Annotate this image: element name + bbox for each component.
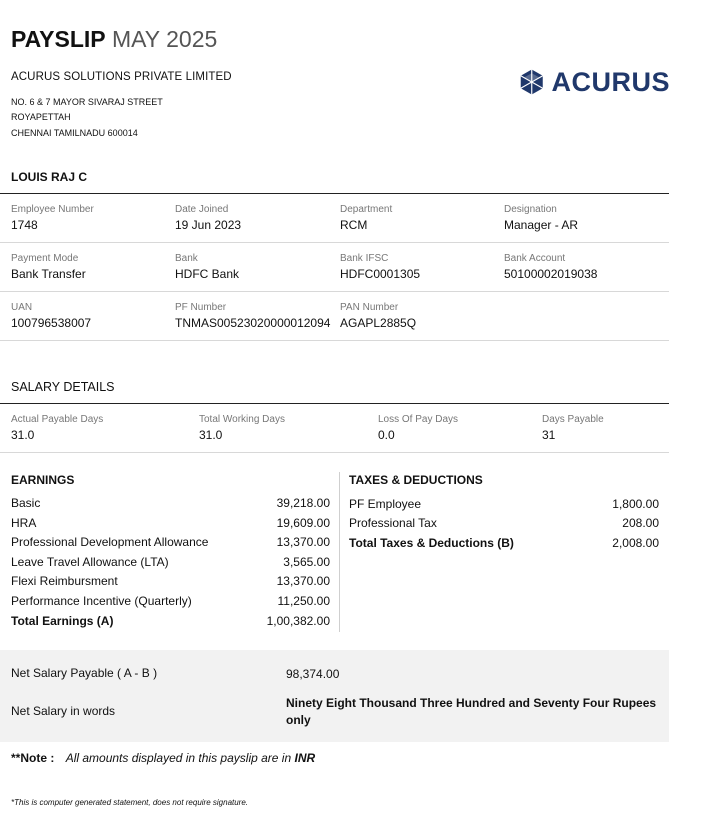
total-deductions-label: Total Taxes & Deductions (B)	[349, 536, 514, 550]
title-month: MAY 2025	[112, 26, 218, 52]
value-uan: 100796538007	[11, 316, 92, 330]
label-pan-number: PAN Number	[340, 302, 399, 313]
note-text: All amounts displayed in this payslip are in	[65, 751, 292, 765]
divider-salary-fields	[0, 452, 669, 453]
label-bank: Bank	[175, 253, 198, 264]
label-department: Department	[340, 204, 393, 215]
label-total-working-days: Total Working Days	[199, 414, 285, 425]
label-date-joined: Date Joined	[175, 204, 229, 215]
earning-amount: 39,218.00	[276, 496, 330, 510]
value-actual-payable-days: 31.0	[11, 428, 35, 442]
earning-name: HRA	[11, 516, 37, 530]
value-employee-number: 1748	[11, 218, 38, 232]
note-label: **Note :	[11, 751, 55, 765]
label-days-payable: Days Payable	[542, 414, 604, 425]
label-employee-number: Employee Number	[11, 204, 94, 215]
label-designation: Designation	[504, 204, 557, 215]
label-actual-payable-days: Actual Payable Days	[11, 414, 104, 425]
deduction-name: Professional Tax	[349, 516, 437, 530]
value-bank-ifsc: HDFC0001305	[340, 267, 421, 281]
label-loss-of-pay-days: Loss Of Pay Days	[378, 414, 459, 425]
earning-amount: 13,370.00	[276, 535, 330, 549]
earning-name: Performance Incentive (Quarterly)	[11, 594, 192, 608]
total-deductions-amount: 2,008.00	[612, 536, 659, 550]
earning-amount: 19,609.00	[276, 516, 330, 530]
label-pf-number: PF Number	[175, 302, 227, 313]
value-total-working-days: 31.0	[199, 428, 223, 442]
earning-amount: 13,370.00	[276, 574, 330, 588]
value-bank: HDFC Bank	[175, 267, 240, 281]
label-payment-mode: Payment Mode	[11, 253, 79, 264]
deduction-amount: 1,800.00	[612, 497, 659, 511]
earnings-title: EARNINGS	[11, 473, 75, 487]
divider-row-2	[0, 291, 669, 292]
page-title	[11, 26, 217, 53]
address-line-1: NO. 6 & 7 MAYOR SIVARAJ STREET	[11, 97, 163, 107]
company-logo	[520, 62, 670, 102]
salary-details-title: SALARY DETAILS	[11, 380, 115, 394]
net-payable-label: Net Salary Payable ( A - B )	[11, 666, 158, 680]
net-words-value: Ninety Eight Thousand Three Hundred and Seventy Four Rupees only	[286, 696, 657, 727]
earning-name: Flexi Reimbursment	[11, 574, 118, 588]
value-payment-mode: Bank Transfer	[11, 267, 86, 281]
logo-text: ACURUS	[551, 66, 670, 97]
label-bank-ifsc: Bank IFSC	[340, 253, 389, 264]
title-payslip: PAYSLIP	[11, 26, 106, 52]
acurus-cube-icon	[520, 64, 543, 100]
earning-name: Leave Travel Allowance (LTA)	[11, 555, 169, 569]
deduction-amount: 208.00	[622, 516, 659, 530]
label-bank-account: Bank Account	[504, 253, 566, 264]
divider-row-3	[0, 340, 669, 341]
value-date-joined: 19 Jun 2023	[175, 218, 242, 232]
employee-name: LOUIS RAJ C	[11, 170, 88, 184]
value-pf-number: TNMAS00523020000012094	[175, 316, 331, 330]
total-earnings-amount: 1,00,382.00	[266, 614, 330, 628]
divider-employee	[0, 193, 669, 194]
net-words-label: Net Salary in words	[11, 704, 116, 718]
address-line-2: ROYAPETTAH	[11, 112, 71, 122]
value-department: RCM	[340, 218, 368, 232]
label-uan: UAN	[11, 302, 33, 313]
company-name: ACURUS SOLUTIONS PRIVATE LIMITED	[11, 71, 232, 83]
column-separator	[339, 472, 340, 632]
divider-salary	[0, 403, 669, 404]
earning-amount: 11,250.00	[277, 594, 330, 608]
note-currency: INR	[294, 751, 316, 765]
earning-amount: 3,565.00	[283, 555, 330, 569]
footer-disclaimer: *This is computer generated statement, does not require signature.	[11, 798, 249, 807]
net-payable-value: 98,374.00	[286, 667, 340, 681]
deduction-name: PF Employee	[349, 497, 422, 511]
value-loss-of-pay-days: 0.0	[378, 428, 395, 442]
currency-note	[11, 751, 315, 765]
value-designation: Manager - AR	[504, 218, 579, 232]
value-days-payable: 31	[542, 428, 556, 442]
value-bank-account: 50100002019038	[504, 267, 598, 281]
divider-row-1	[0, 242, 669, 243]
earning-name: Basic	[11, 496, 41, 510]
earning-name: Professional Development Allowance	[11, 535, 209, 549]
deductions-title: TAXES & DEDUCTIONS	[349, 473, 483, 487]
total-earnings-label: Total Earnings (A)	[11, 614, 114, 628]
address-line-3: CHENNAI TAMILNADU 600014	[11, 128, 138, 138]
value-pan-number: AGAPL2885Q	[340, 316, 417, 330]
